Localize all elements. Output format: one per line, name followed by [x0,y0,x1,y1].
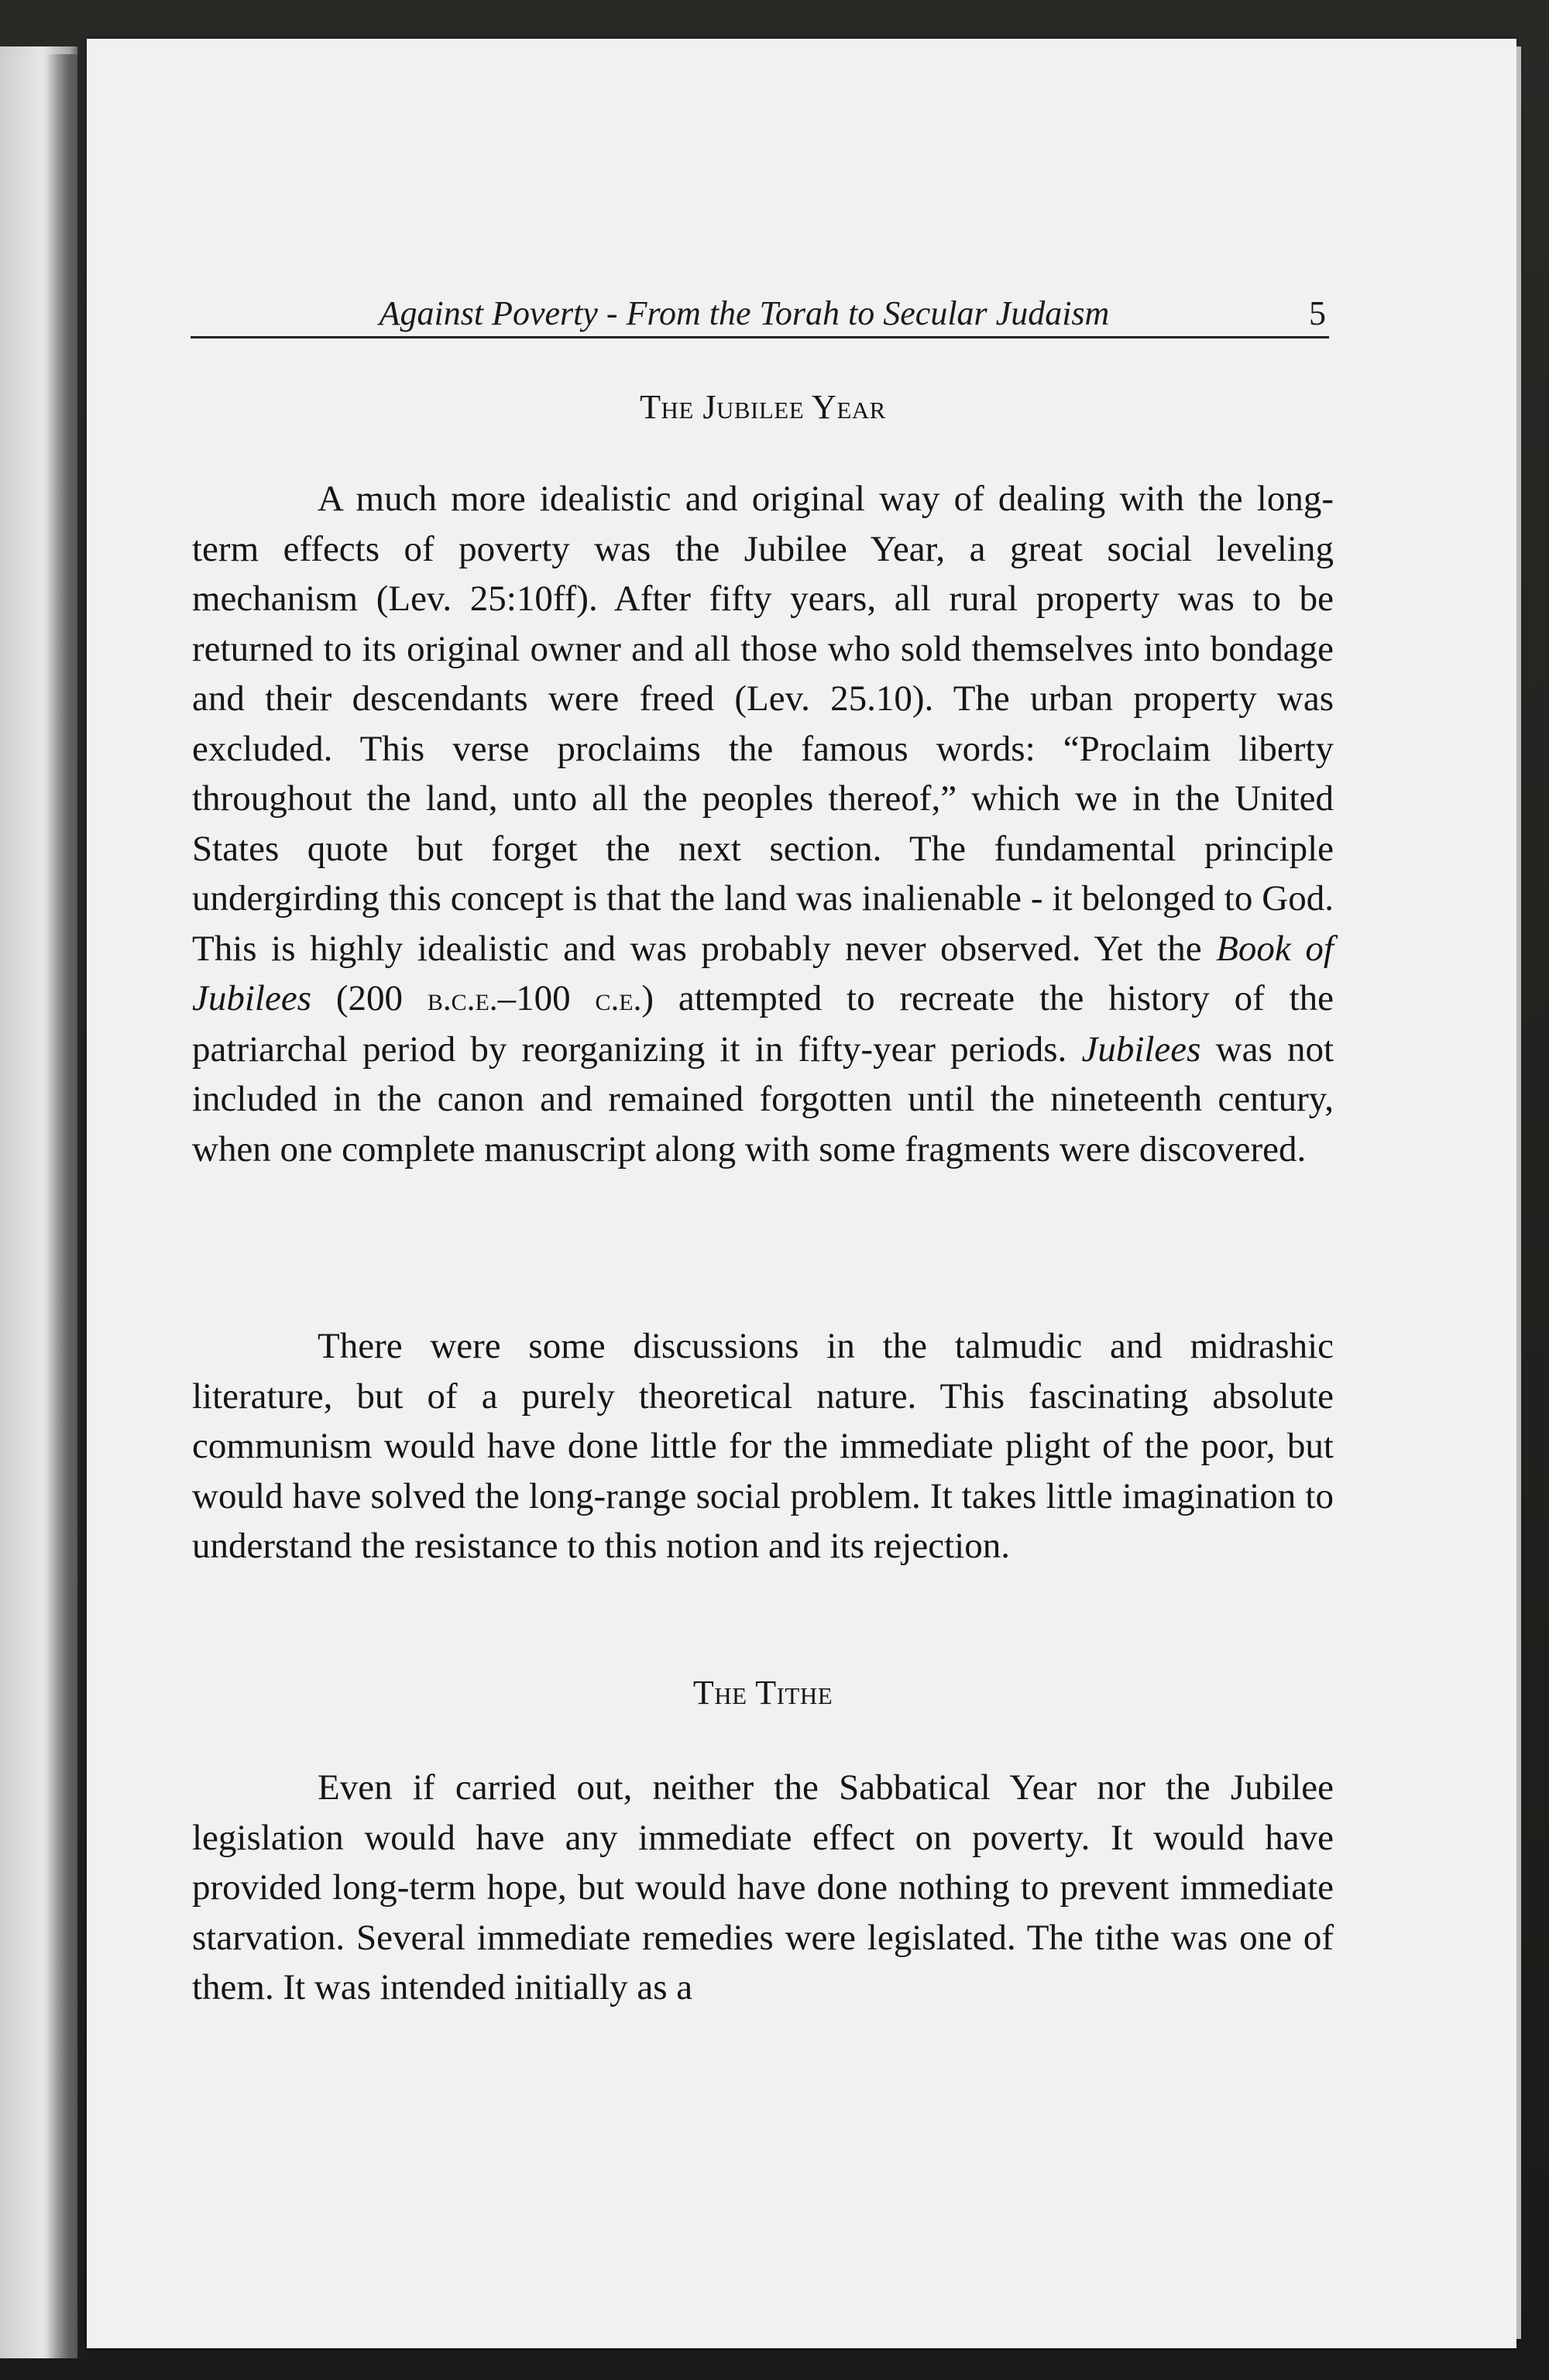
text-run: (200 [311,978,428,1018]
text-run: A much more idealistic and original way of dealing with the long-term effects of poverty was the Jubilee Year, a great social leveling mechanism (Lev. 25:10ff). After fifty years, all rural property was to be returned to its original owner and all those who sold themselves into bondage and their descendants were freed (Lev. 25.10). The urban property was excluded. This verse proclaims the famous words: “Proclaim liberty throughout the land, unto all the peoples thereof,” which we in the United States quote but forget the next section. The fundamental principle undergirding this concept is that the land was inalienable - it belonged to God. This is highly idealistic and was probably never observed. Yet the [192,479,1334,969]
text-run: –100 [497,978,596,1018]
paragraph-jubilee-year [192,474,1334,1174]
book-title-italic: Book of Jubilees [192,928,1334,1018]
paragraph-talmudic-discussion: There were some discussions in the talmudic and midrashic literature, but of a purely theoretical nature. This fascinating absolute communism would have done little for the immediate plight of the poor, but would have solved the long-range social problem. It takes little imagination to understand the resistance to this notion and its rejection. [192,1326,1334,1566]
section-tithe-body [192,1763,1334,2013]
page-edge [1516,46,1521,2339]
section-heading-tithe: The Tithe [692,1674,833,1712]
paragraph-tithe: Even if carried out, neither the Sabbatical Year nor the Jubilee legislation would have any immediate effect on poverty. It would have provided long-term hope, but would have done nothing to prevent immediate starvation. Several immediate remedies were legislated. The tithe was one of them. It was intended initially as a [192,1767,1334,2007]
running-header [191,288,1329,338]
gutter-shadow [46,54,93,2358]
text-run: ) attempted to recreate the history of the patriarchal period by reorganizing it in fifty-year periods. [192,978,1334,1070]
running-title: Against Poverty - From the Torah to Secular Judaism [379,294,1110,332]
text-run: was not included in the canon and remained forgotten until the nineteenth century, when one complete manuscript along with some fragments were discovered. [192,1029,1334,1169]
page-number: 5 [1309,294,1326,332]
section-jubilee-body-2 [192,1321,1334,1571]
era-abbrev: c.e. [595,981,642,1018]
era-abbrev: b.c.e. [427,981,498,1018]
section-jubilee-body [192,474,1334,1174]
jubilees-italic: Jubilees [1081,1029,1201,1070]
section-heading-jubilee-year: The Jubilee Year [640,388,886,426]
